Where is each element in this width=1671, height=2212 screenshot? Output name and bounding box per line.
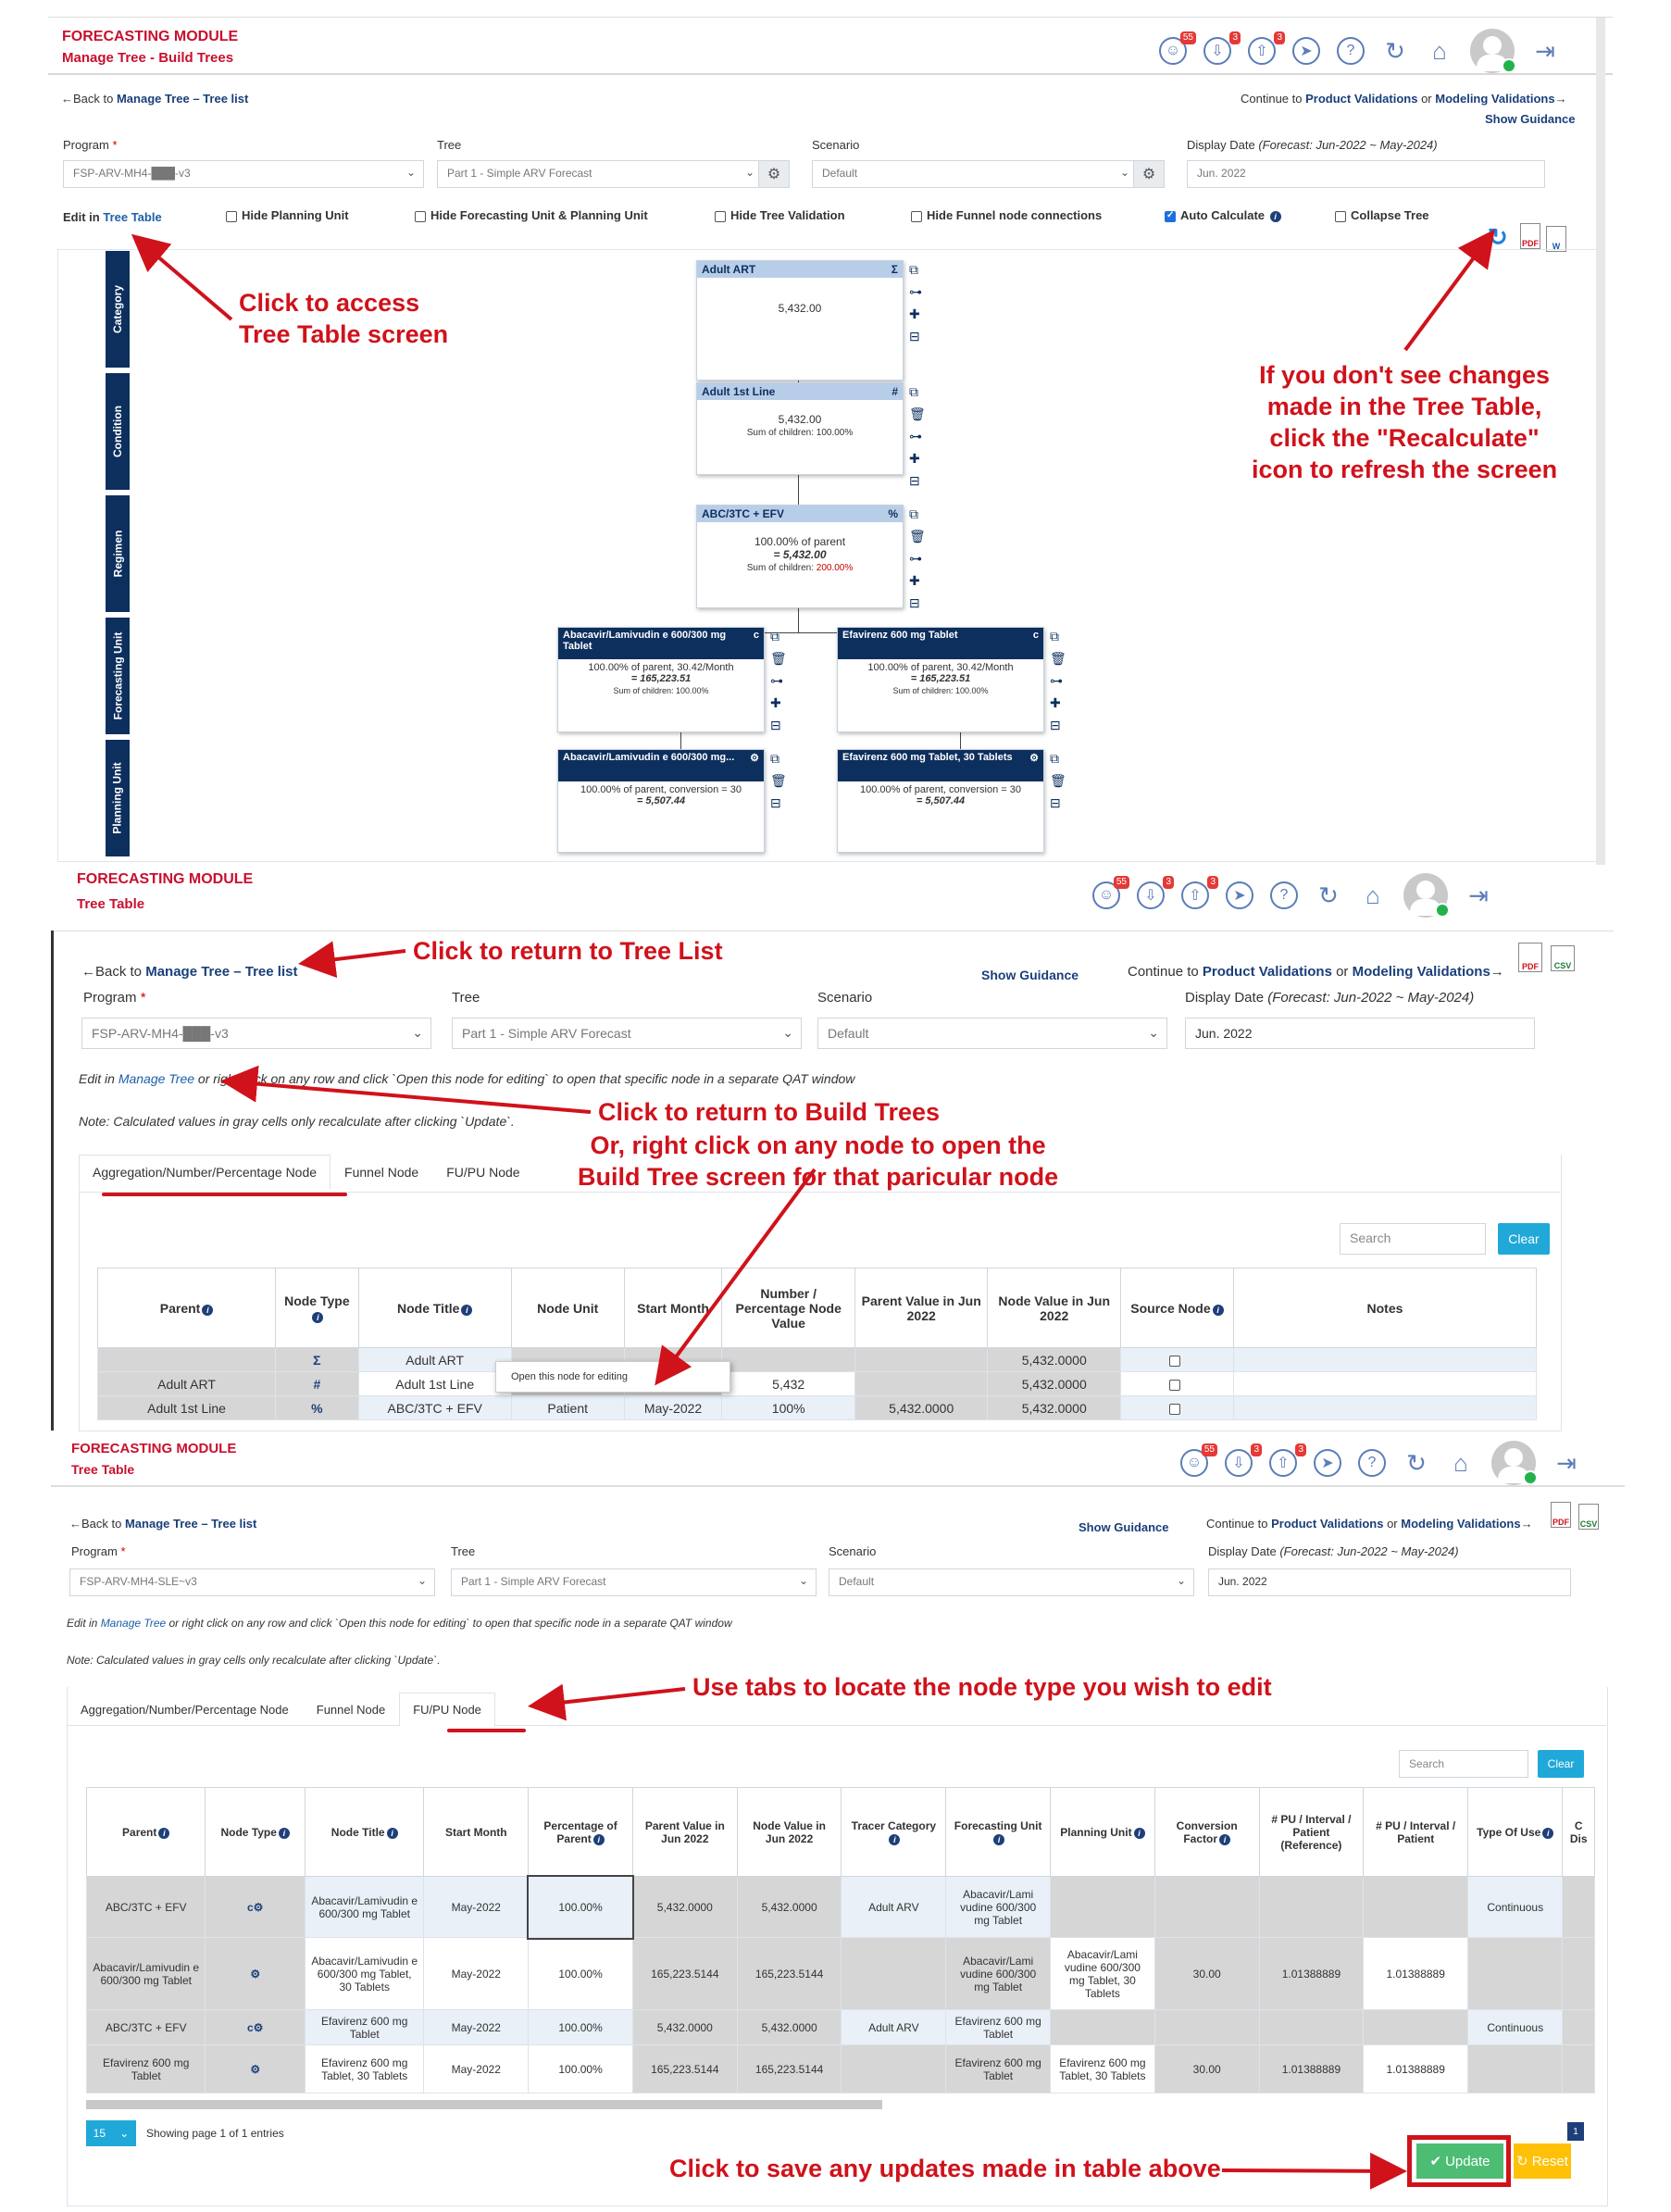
col-planning-unit[interactable]: Planning Unit i <box>1051 1788 1155 1877</box>
auto-calculate-checkbox[interactable]: ✓ Auto Calculate i <box>1165 208 1281 222</box>
level-tab-regimen: Regimen <box>106 495 130 612</box>
product-validations-link[interactable]: Product Validations <box>1202 964 1332 980</box>
col-source-node[interactable]: Source Node i <box>1120 1268 1233 1348</box>
node-value: = 5,507.44 <box>636 795 686 806</box>
col-parent[interactable]: Parent i <box>98 1268 276 1348</box>
tab-funnel[interactable]: Funnel Node <box>344 1165 419 1180</box>
collapse-tree-checkbox[interactable]: Collapse Tree <box>1335 208 1429 222</box>
collapse-icon[interactable]: ⊟ <box>909 595 920 610</box>
annotation-right-click: Or, right click on any node to open the Build Tree screen for that paricular node <box>578 1131 1059 1191</box>
col-start-month[interactable]: Start Month <box>624 1268 722 1348</box>
tree-label: Tree <box>451 1544 476 1558</box>
logout-icon[interactable]: ⇥ <box>1468 881 1489 909</box>
node-sum-children: Sum of children: 100.00% <box>613 686 709 695</box>
hierarchy-icon[interactable]: ⊶ <box>909 429 922 444</box>
pdf-export-icon[interactable]: PDF <box>1518 943 1542 972</box>
tree-label: Tree <box>437 138 462 152</box>
help-icon[interactable]: ? <box>1337 37 1365 65</box>
annotation-build-trees: Click to return to Build Trees <box>598 1098 941 1126</box>
cloud-upload-icon[interactable]: ⇧ 3 <box>1269 1449 1297 1477</box>
table-row[interactable]: Σ Adult ART 5,432.0000 <box>98 1348 1537 1372</box>
col-cut-off[interactable]: C Dis <box>1563 1788 1595 1877</box>
col-pu-reference[interactable]: # PU / Interval / Patient (Reference) <box>1259 1788 1364 1877</box>
planning-unit-icon: ⚙ <box>1029 753 1039 764</box>
modeling-validations-link[interactable]: Modeling Validations <box>1352 964 1490 980</box>
hierarchy-icon[interactable]: ⊶ <box>909 284 922 299</box>
node-value: = 165,223.51 <box>630 673 692 684</box>
update-button[interactable]: ✔ Update <box>1416 2143 1503 2179</box>
edit-in-tree-table: Edit in Tree Table <box>63 210 162 224</box>
continue-links: Continue to Product Validations or Modeling Validations→ <box>1241 92 1567 106</box>
delete-icon[interactable]: 🗑 <box>1050 651 1066 666</box>
program-select[interactable]: FSP-ARV-MH4-SLE~v3 ⌄ <box>69 1568 435 1596</box>
show-guidance-link[interactable]: Show Guidance <box>1079 1520 1169 1534</box>
manage-tree-link[interactable]: Manage Tree <box>100 1617 167 1630</box>
chat-icon[interactable]: ☺ 55 <box>1159 37 1187 65</box>
logout-icon[interactable]: ⇥ <box>1556 1448 1577 1477</box>
col-notes[interactable]: Notes <box>1233 1268 1536 1348</box>
display-date-label: Display Date (Forecast: Jun-2022 ~ May-2024) <box>1208 1544 1459 1558</box>
node-header: Abacavir/Lamivudin e 600/300 mg Tablet c <box>558 628 764 659</box>
col-percentage[interactable]: Percentage of Parent i <box>529 1788 633 1877</box>
collapse-icon[interactable]: ⊟ <box>770 795 781 810</box>
copy-icon[interactable]: ⧉ <box>1050 629 1059 644</box>
col-start-month[interactable]: Start Month <box>424 1788 529 1877</box>
scenario-select[interactable]: Default ⌄ <box>812 160 1138 188</box>
table-row[interactable]: Abacavir/Lamivudin e 600/300 mg Tablet ⚙ Abacavir/Lamivudin e 600/300 mg Tablet, 30 Tablets May-2022 100.00% 165,223.5144 165,223.5144 Abacavir/Lami vudine 600/300 mg Tablet Abacavir/Lami vudine 600/300 mg Tablet, 30 Tablets 30.00 1.01388889 1.01388889 <box>87 1938 1595 2010</box>
node-percent: 100.00% of parent, 30.42/Month <box>867 662 1014 673</box>
level-tab-condition: Condition <box>106 373 130 490</box>
col-node-type[interactable]: Node Typei <box>276 1268 359 1348</box>
back-link[interactable]: ←Back to Manage Tree – Tree list <box>69 1517 257 1531</box>
hierarchy-icon[interactable]: ⊶ <box>1050 673 1063 688</box>
clear-button[interactable]: Clear <box>1498 1223 1550 1255</box>
module-title: FORECASTING MODULE <box>77 871 254 887</box>
tree-table-link[interactable]: Tree Table <box>103 210 162 224</box>
download-badge: 3 <box>1229 31 1241 44</box>
delete-icon[interactable]: 🗑 <box>770 773 787 788</box>
node-sum-children: Sum of children: 200.00% <box>746 563 854 573</box>
add-icon[interactable]: ✚ <box>770 695 781 710</box>
module-title: FORECASTING MODULE <box>71 1441 237 1456</box>
level-tab-forecasting-unit: Forecasting Unit <box>106 618 130 734</box>
context-menu-open-node[interactable]: Open this node for editing <box>495 1361 730 1393</box>
table-row[interactable]: Adult 1st Line % ABC/3TC + EFV Patient May-2022 100% 5,432.0000 5,432.0000 <box>98 1396 1537 1420</box>
home-icon[interactable]: ⌂ <box>1453 1448 1468 1477</box>
refresh-icon[interactable]: ↻ <box>1385 36 1405 65</box>
node-percent: 100.00% of parent, conversion = 30 <box>860 784 1021 795</box>
node-header: Efavirenz 600 mg Tablet, 30 Tablets ⚙ <box>838 750 1043 781</box>
node-value: = 165,223.51 <box>910 673 971 684</box>
note-text: Note: Calculated values in gray cells only recalculate after clicking `Update`. <box>79 1114 515 1129</box>
cloud-upload-icon[interactable]: ⇧ 3 <box>1181 881 1209 909</box>
cloud-download-icon[interactable]: ⇩ 3 <box>1203 37 1231 65</box>
annotation-tabs: Use tabs to locate the node type you wish to edit <box>692 1673 1272 1701</box>
node-percent: 100.00% of parent <box>754 535 846 548</box>
hide-funnel-checkbox[interactable]: Hide Funnel node connections <box>911 208 1102 222</box>
page-title: Tree Table <box>77 896 145 912</box>
compass-icon[interactable]: ➤ <box>1292 37 1320 65</box>
modeling-validations-link[interactable]: Modeling Validations <box>1435 92 1555 106</box>
logout-icon[interactable]: ⇥ <box>1535 36 1555 65</box>
scenario-label: Scenario <box>812 138 860 152</box>
home-icon[interactable]: ⌂ <box>1432 36 1447 65</box>
node-value: 5,432.00 <box>778 302 822 315</box>
program-label: Program * <box>63 138 118 152</box>
add-icon[interactable]: ✚ <box>909 573 920 588</box>
program-select[interactable]: FSP-ARV-MH4-███-v3 ⌄ <box>81 1018 431 1049</box>
pagination-info: Showing page 1 of 1 entries <box>146 2127 284 2140</box>
node-header: Abacavir/Lamivudin e 600/300 mg... ⚙ <box>558 750 764 781</box>
tree-settings-gear-icon[interactable]: ⚙ <box>758 160 790 188</box>
col-node-type[interactable]: Node Type i <box>206 1788 306 1877</box>
help-icon[interactable]: ? <box>1270 881 1298 909</box>
messages-badge: 55 <box>1180 31 1196 44</box>
compass-icon[interactable]: ➤ <box>1226 881 1253 909</box>
tab-aggregation[interactable]: Aggregation/Number/Percentage Node <box>79 1155 330 1190</box>
annotation-tree-table: Click to access Tree Table screen <box>239 289 449 348</box>
col-node-value[interactable]: Node Value in Jun 2022 <box>737 1788 842 1877</box>
col-node-value[interactable]: Number / Percentage Node Value <box>722 1268 855 1348</box>
annotation-tree-list: Click to return to Tree List <box>413 937 723 965</box>
tab-fu-pu[interactable]: FU/PU Node <box>446 1165 520 1180</box>
col-node-unit[interactable]: Node Unit <box>511 1268 624 1348</box>
scenario-label: Scenario <box>817 990 873 1006</box>
search-input[interactable]: Search <box>1340 1223 1486 1255</box>
hide-planning-unit-checkbox[interactable]: Hide Planning Unit <box>226 208 349 222</box>
display-date-input[interactable]: Jun. 2022 <box>1185 1018 1535 1049</box>
pdf-export-icon[interactable]: PDF <box>1551 1502 1571 1528</box>
col-node-title[interactable]: Node Title i <box>305 1788 423 1877</box>
edit-instructions: Edit in Manage Tree or right click on any row and click `Open this node for editing` to open that specific node in a separate QAT window <box>79 1071 855 1086</box>
col-parent-value[interactable]: Parent Value in Jun 2022 <box>854 1268 988 1348</box>
refresh-icon[interactable]: ↻ <box>1406 1448 1427 1477</box>
add-icon[interactable]: ✚ <box>909 306 920 321</box>
table-row[interactable]: ABC/3TC + EFV c⚙ Efavirenz 600 mg Tablet May-2022 100.00% 5,432.0000 5,432.0000 Adult ARV Efavirenz 600 mg Tablet Continuous <box>87 2010 1595 2045</box>
show-guidance-link[interactable]: Show Guidance <box>1485 112 1576 126</box>
node-header: Adult 1st Line # <box>697 383 903 400</box>
module-title: FORECASTING MODULE <box>62 29 239 44</box>
col-type-of-use[interactable]: Type Of Use i <box>1468 1788 1563 1877</box>
note-text: Note: Calculated values in gray cells only recalculate after clicking `Update`. <box>67 1654 441 1667</box>
tab-funnel[interactable]: Funnel Node <box>316 1703 386 1717</box>
modeling-validations-link[interactable]: Modeling Validations <box>1401 1517 1521 1531</box>
tab-fu-pu[interactable]: FU/PU Node <box>399 1693 495 1727</box>
node-sum-children: Sum of children: 100.00% <box>746 428 854 438</box>
program-label: Program * <box>83 990 146 1006</box>
planning-unit-icon: ⚙ <box>206 1938 306 2010</box>
planning-unit-icon: ⚙ <box>206 2045 306 2093</box>
node-percent: 100.00% of parent, conversion = 30 <box>580 784 742 795</box>
col-tracer-category[interactable]: Tracer Categoryi <box>842 1788 946 1877</box>
collapse-icon[interactable]: ⊟ <box>770 718 781 732</box>
hide-fu-pu-checkbox[interactable]: Hide Forecasting Unit & Planning Unit <box>415 208 648 222</box>
help-icon[interactable]: ? <box>1358 1449 1386 1477</box>
pdf-export-icon[interactable]: PDF <box>1520 223 1540 249</box>
copy-icon[interactable]: ⧉ <box>909 262 918 277</box>
cloud-upload-icon[interactable]: ⇧ 3 <box>1248 37 1276 65</box>
continue-links: Continue to Product Validations or Modeling Validations→ <box>1128 964 1504 980</box>
node-percent: 100.00% of parent, 30.42/Month <box>588 662 734 673</box>
display-date-input[interactable]: Jun. 2022 <box>1208 1568 1571 1596</box>
refresh-icon[interactable]: ↻ <box>1318 881 1339 909</box>
continue-links: Continue to Product Validations or Modeling Validations→ <box>1206 1517 1533 1531</box>
delete-icon[interactable]: 🗑 <box>1050 773 1066 788</box>
level-tab-planning-unit: Planning Unit <box>106 740 130 856</box>
product-validations-link[interactable]: Product Validations <box>1271 1517 1384 1531</box>
csv-export-icon[interactable]: CSV <box>1551 945 1575 971</box>
delete-icon[interactable]: 🗑 <box>770 651 787 666</box>
page-title: Manage Tree - Build Trees <box>62 50 234 66</box>
col-parent[interactable]: Parent i <box>87 1788 206 1877</box>
copy-icon[interactable]: ⧉ <box>1050 751 1059 766</box>
search-input[interactable]: Search <box>1399 1750 1528 1778</box>
tab-aggregation[interactable]: Aggregation/Number/Percentage Node <box>81 1703 289 1717</box>
node-header: Adult ART Σ <box>697 261 903 278</box>
table-row[interactable]: Adult ART # Adult 1st Line 5,432 5,432.0000 <box>98 1372 1537 1396</box>
node-value: = 5,432.00 <box>773 548 827 561</box>
planning-unit-icon: ⚙ <box>750 753 759 764</box>
copy-icon[interactable]: ⧉ <box>770 629 779 644</box>
page-title: Tree Table <box>71 1462 135 1477</box>
product-validations-link[interactable]: Product Validations <box>1305 92 1418 106</box>
reset-button[interactable]: ↻ Reset <box>1514 2143 1571 2179</box>
delete-icon[interactable]: 🗑 <box>909 406 926 421</box>
hierarchy-icon[interactable]: ⊶ <box>909 551 922 566</box>
show-guidance-link[interactable]: Show Guidance <box>981 968 1079 982</box>
tree-select[interactable]: Part 1 - Simple ARV Forecast ⌄ <box>437 160 763 188</box>
col-node-title[interactable]: Node Title i <box>358 1268 511 1348</box>
add-icon[interactable]: ✚ <box>1050 695 1061 710</box>
scenario-settings-gear-icon[interactable]: ⚙ <box>1133 160 1165 188</box>
table-row[interactable]: Efavirenz 600 mg Tablet ⚙ Efavirenz 600 mg Tablet, 30 Tablets May-2022 100.00% 165,223.5144 165,223.5144 Efavirenz 600 mg Tablet Efavirenz 600 mg Tablet, 30 Tablets 30.00 1.01388889 1.01388889 <box>87 2045 1595 2093</box>
home-icon[interactable]: ⌂ <box>1365 881 1380 909</box>
back-link[interactable]: ←Back to Manage Tree – Tree list <box>81 964 298 980</box>
program-select[interactable]: FSP-ARV-MH4-███-v3 ⌄ <box>63 160 424 188</box>
word-export-icon[interactable]: W <box>1546 226 1566 252</box>
node-sum-children: Sum of children: 100.00% <box>892 686 989 695</box>
table-row[interactable]: ABC/3TC + EFV c⚙ Abacavir/Lamivudin e 600/300 mg Tablet May-2022 100.00% 5,432.0000 5,432.0000 Adult ARV Abacavir/Lami vudine 600/300 mg Tablet Continuous <box>87 1877 1595 1938</box>
tree-label: Tree <box>452 990 480 1006</box>
scenario-label: Scenario <box>829 1544 877 1558</box>
manage-tree-link[interactable]: Manage Tree <box>118 1071 195 1086</box>
col-forecasting-unit[interactable]: Forecasting Uniti <box>946 1788 1051 1877</box>
display-date-label: Display Date (Forecast: Jun-2022 ~ May-2024) <box>1187 138 1438 152</box>
node-value: = 5,507.44 <box>916 795 966 806</box>
check-icon: ✔ <box>1429 2154 1442 2169</box>
node-value: 5,432.00 <box>778 413 822 426</box>
cloud-download-icon[interactable]: ⇩ 3 <box>1225 1449 1253 1477</box>
chat-icon[interactable]: ☺ 55 <box>1092 881 1120 909</box>
add-icon[interactable]: ✚ <box>909 451 920 466</box>
page-button[interactable]: 1 <box>1567 2122 1584 2141</box>
chat-icon[interactable]: ☺ 55 <box>1180 1449 1208 1477</box>
col-parent-value[interactable]: Parent Value in Jun 2022 <box>632 1788 737 1877</box>
edit-instructions: Edit in Manage Tree or right click on any row and click `Open this node for editing` to open that specific node in a separate QAT window <box>67 1617 732 1630</box>
delete-icon[interactable]: 🗑 <box>909 529 926 544</box>
node-header: ABC/3TC + EFV % <box>697 506 903 522</box>
tree-select[interactable]: Part 1 - Simple ARV Forecast ⌄ <box>451 1568 817 1596</box>
back-link[interactable]: ←Back to Manage Tree – Tree list <box>61 92 249 106</box>
program-label: Program * <box>71 1544 126 1558</box>
refresh-icon: ↻ <box>1516 2154 1528 2169</box>
level-tab-category: Category <box>106 251 130 368</box>
annotation-update: Click to save any updates made in table above <box>669 2155 1221 2182</box>
compass-icon[interactable]: ➤ <box>1314 1449 1341 1477</box>
scenario-select[interactable]: Default ⌄ <box>817 1018 1167 1049</box>
csv-export-icon[interactable]: CSV <box>1578 1504 1599 1530</box>
collapse-icon[interactable]: ⊟ <box>909 473 920 488</box>
col-node-value-jun[interactable]: Node Value in Jun 2022 <box>988 1268 1121 1348</box>
copy-icon[interactable]: ⧉ <box>909 506 918 521</box>
display-date-label: Display Date (Forecast: Jun-2022 ~ May-2024) <box>1185 990 1475 1006</box>
tree-select[interactable]: Part 1 - Simple ARV Forecast ⌄ <box>452 1018 802 1049</box>
node-header: Efavirenz 600 mg Tablet c <box>838 628 1043 659</box>
collapse-icon[interactable]: ⊟ <box>909 329 920 344</box>
collapse-icon[interactable]: ⊟ <box>1050 795 1061 810</box>
hierarchy-icon[interactable]: ⊶ <box>770 673 783 688</box>
col-conversion-factor[interactable]: Conversion Factor i <box>1154 1788 1259 1877</box>
clear-button[interactable]: Clear <box>1538 1750 1584 1778</box>
upload-badge: 3 <box>1274 31 1285 44</box>
page-size-select[interactable]: 15 ⌄ <box>86 2120 136 2146</box>
col-pu-interval[interactable]: # PU / Interval / Patient <box>1364 1788 1468 1877</box>
recalculate-icon[interactable]: ↻ <box>1488 223 1508 251</box>
hide-tree-validation-checkbox[interactable]: Hide Tree Validation <box>715 208 845 222</box>
scenario-select[interactable]: Default ⌄ <box>829 1568 1194 1596</box>
collapse-icon[interactable]: ⊟ <box>1050 718 1061 732</box>
annotation-recalculate: If you don't see changes made in the Tree Table, click the "Recalculate" icon to refresh the screen <box>1252 361 1558 483</box>
cloud-download-icon[interactable]: ⇩ 3 <box>1137 881 1165 909</box>
copy-icon[interactable]: ⧉ <box>770 751 779 766</box>
copy-icon[interactable]: ⧉ <box>909 384 918 399</box>
display-date-input[interactable]: Jun. 2022 <box>1187 160 1545 188</box>
